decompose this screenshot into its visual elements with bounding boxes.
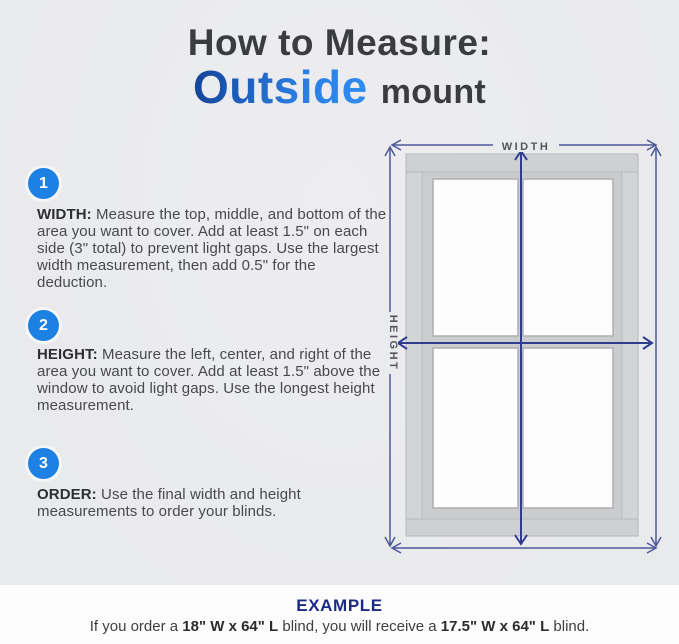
example-ordered-size: 18" W x 64" L — [182, 618, 279, 635]
step-2-body: Measure the left, center, and right of the area you want to cover. Add at least 1.5" above the window to avoid light gaps. Use the longest height measurement. — [37, 346, 381, 414]
step-1-label: WIDTH: — [37, 206, 92, 223]
step-3-body: Use the final width and height measurements to order your blinds. — [37, 486, 301, 520]
example-footer — [0, 585, 679, 644]
title-mount-word: mount — [380, 72, 487, 111]
example-received-size: 17.5" W x 64" L — [440, 618, 550, 635]
step-3-badge: 3 — [28, 448, 59, 479]
window-pane-lower-right — [523, 348, 613, 508]
example-suffix: blind. — [549, 618, 590, 635]
height-dimension-label: HEIGHT — [387, 314, 399, 372]
step-1-badge: 1 — [28, 168, 59, 199]
step-1-body: Measure the top, middle, and bottom of the area you want to cover. Add at least 1.5" on each side (3" total) to prevent light gaps. Use the largest width measurement, then add 0.5" for the deduction. — [37, 206, 387, 291]
window-pane-upper-left — [433, 179, 518, 336]
page-title-line1: How to Measure: — [187, 22, 492, 63]
title-mount-type: Outside — [192, 60, 368, 113]
example-prefix: If you order a — [89, 618, 183, 635]
width-dimension-label: WIDTH — [501, 141, 551, 153]
example-heading: EXAMPLE — [296, 596, 383, 615]
example-middle: blind, you will receive a — [278, 618, 441, 635]
step-3-label: ORDER: — [37, 486, 97, 503]
step-2-badge: 2 — [28, 310, 59, 341]
step-2-label: HEIGHT: — [37, 346, 98, 363]
window-pane-upper-right — [523, 179, 613, 336]
example-sentence — [0, 618, 679, 635]
window-pane-lower-left — [433, 348, 518, 508]
